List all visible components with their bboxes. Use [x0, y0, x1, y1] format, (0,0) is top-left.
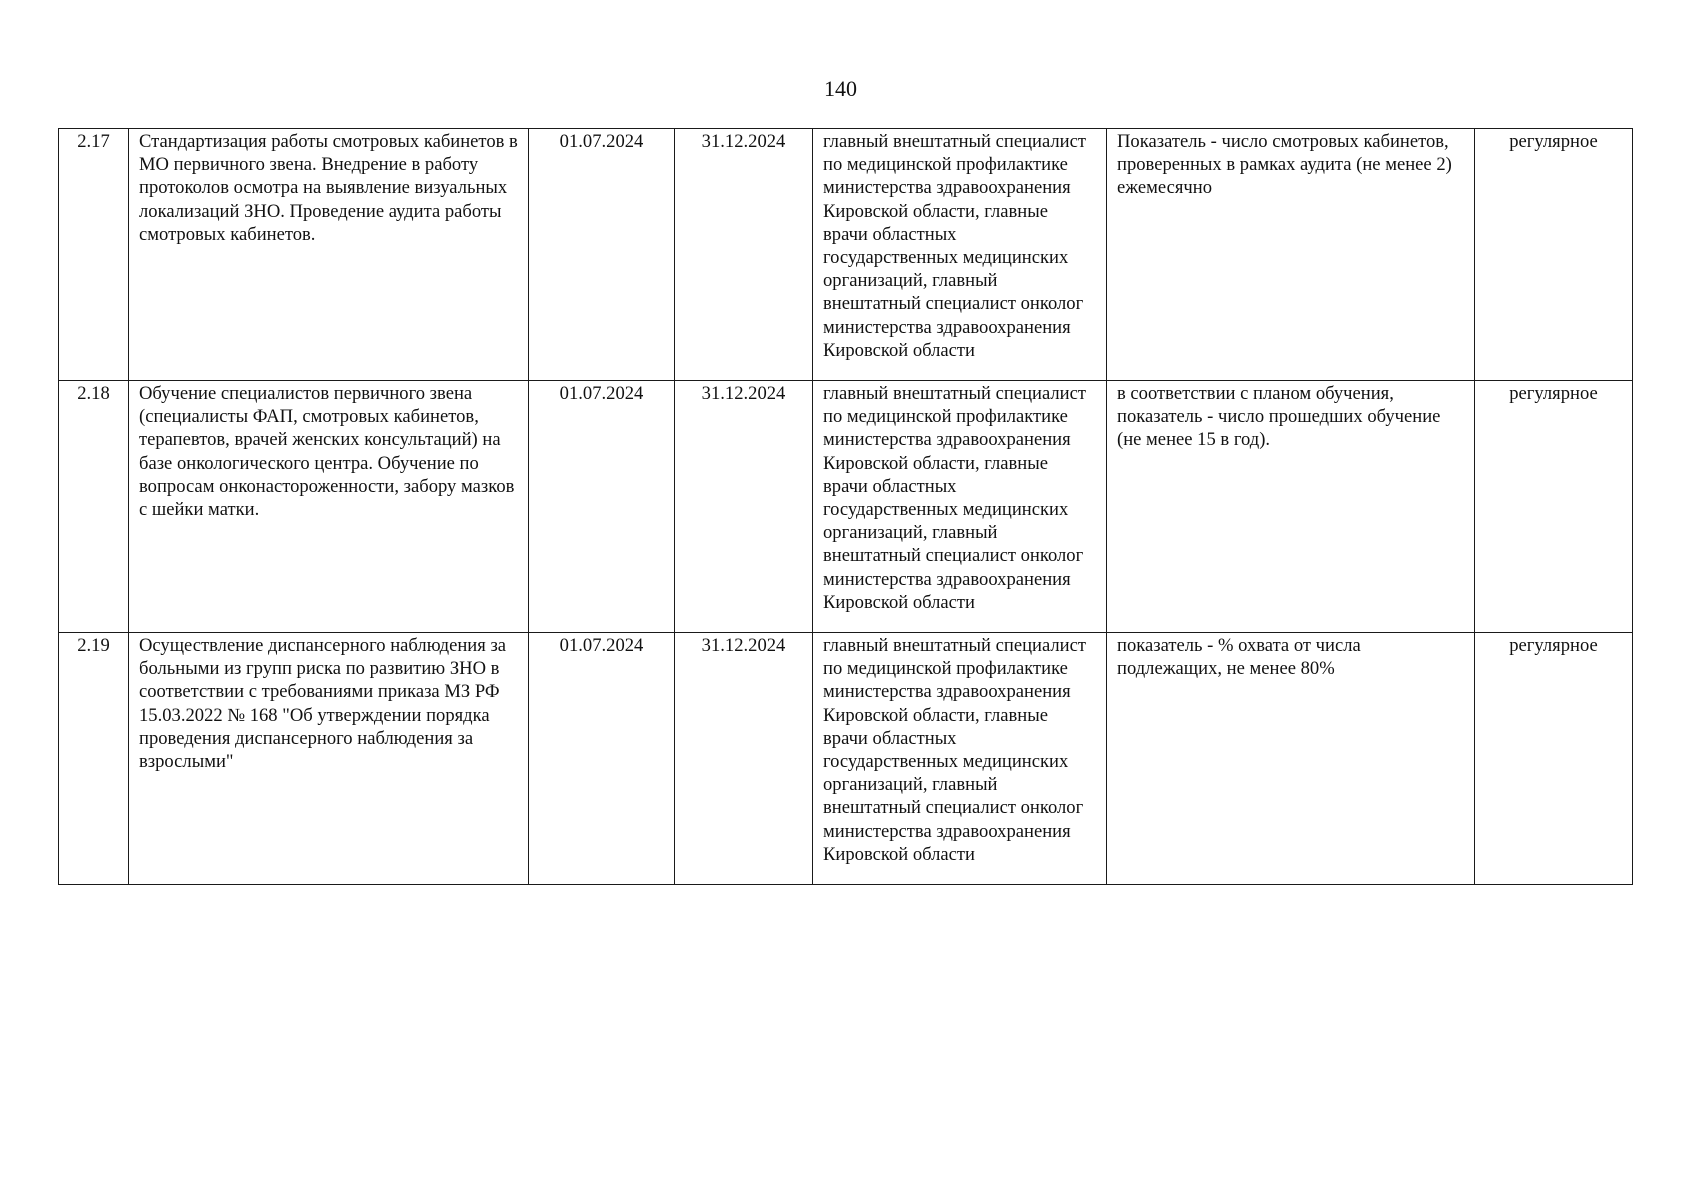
- activity-type: регулярное: [1475, 129, 1633, 381]
- performance-indicator: Показатель - число смотровых кабинетов, проверенных в рамках аудита (не менее 2) ежемесячно: [1107, 129, 1475, 381]
- table-row: [59, 633, 1633, 885]
- responsible-persons: главный внештатный специалист по медицинской профилактике министерства здравоохранения Кировской области, главные врачи областных государственных медицинских организаций, главный внештатный специалист онколог министерства здравоохранения Кировской области: [813, 381, 1107, 633]
- start-date: 01.07.2024: [529, 633, 675, 885]
- item-number: 2.19: [59, 633, 129, 885]
- table-row: [59, 381, 1633, 633]
- end-date: 31.12.2024: [675, 633, 813, 885]
- activity-description: Обучение специалистов первичного звена (специалисты ФАП, смотровых кабинетов, терапевтов, врачей женских консультаций) на базе онкологического центра. Обучение по вопросам онконастороженности, забору мазков с шейки матки.: [129, 381, 529, 633]
- table-row: [59, 129, 1633, 381]
- performance-indicator: показатель - % охвата от числа подлежащих, не менее 80%: [1107, 633, 1475, 885]
- responsible-persons: главный внештатный специалист по медицинской профилактике министерства здравоохранения Кировской области, главные врачи областных государственных медицинских организаций, главный внештатный специалист онколог министерства здравоохранения Кировской области: [813, 633, 1107, 885]
- start-date: 01.07.2024: [529, 129, 675, 381]
- end-date: 31.12.2024: [675, 129, 813, 381]
- activity-description: Стандартизация работы смотровых кабинетов в МО первичного звена. Внедрение в работу протоколов осмотра на выявление визуальных локализаций ЗНО. Проведение аудита работы смотровых кабинетов.: [129, 129, 529, 381]
- start-date: 01.07.2024: [529, 381, 675, 633]
- performance-indicator: в соответствии с планом обучения, показатель - число прошедших обучение (не менее 15 в год).: [1107, 381, 1475, 633]
- end-date: 31.12.2024: [675, 381, 813, 633]
- page-number: 140: [824, 76, 857, 101]
- responsible-persons: главный внештатный специалист по медицинской профилактике министерства здравоохранения Кировской области, главные врачи областных государственных медицинских организаций, главный внештатный специалист онколог министерства здравоохранения Кировской области: [813, 129, 1107, 381]
- activity-type: регулярное: [1475, 633, 1633, 885]
- activity-type: регулярное: [1475, 381, 1633, 633]
- item-number: 2.18: [59, 381, 129, 633]
- action-plan-table: [58, 128, 1633, 885]
- item-number: 2.17: [59, 129, 129, 381]
- activity-description: Осуществление диспансерного наблюдения за больными из групп риска по развитию ЗНО в соответствии с требованиями приказа МЗ РФ 15.03.2022 № 168 "Об утверждении порядка проведения диспансерного наблюдения за взрослыми": [129, 633, 529, 885]
